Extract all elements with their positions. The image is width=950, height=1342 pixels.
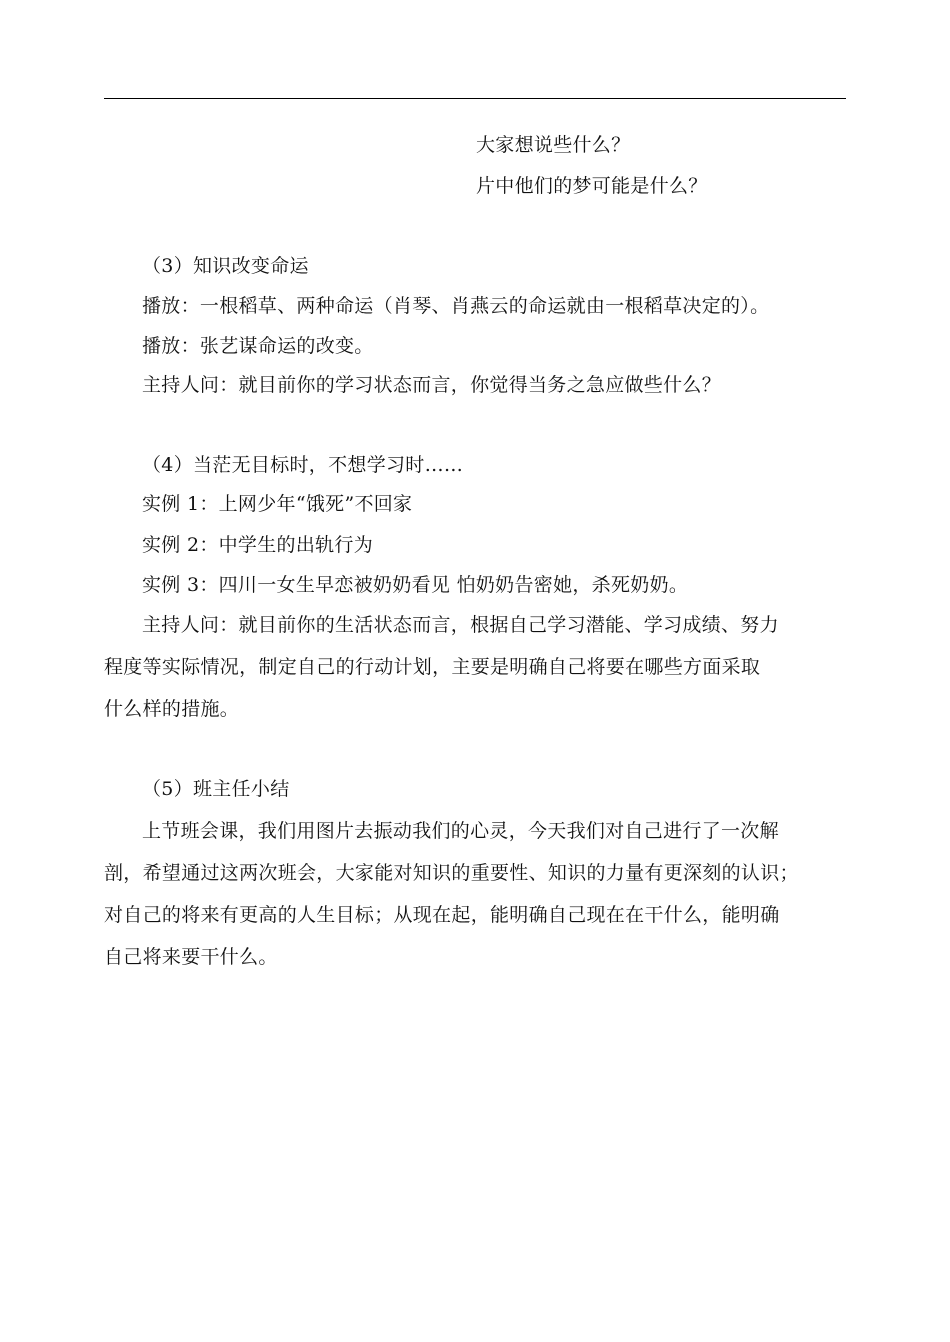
header-question-1: 大家想说些什么？ <box>476 134 631 156</box>
section3-heading: （3）知识改变命运 <box>142 255 309 277</box>
section5-line-1: 上节班会课，我们用图片去振动我们的心灵，今天我们对自己进行了一次解 <box>142 820 779 842</box>
section4-example-2: 实例 2：中学生的出轨行为 <box>142 534 374 556</box>
section4-example-1: 实例 1：上网少年“饿死”不回家 <box>142 493 413 515</box>
section5-line-4: 自己将来要干什么。 <box>104 946 278 968</box>
section3-line-3: 主持人问：就目前你的学习状态而言，你觉得当务之急应做些什么？ <box>142 374 722 396</box>
section5-line-3: 对自己的将来有更高的人生目标；从现在起，能明确自己现在在干什么，能明确 <box>104 904 780 926</box>
section4-heading: （4）当茫无目标时，不想学习时…… <box>142 454 464 476</box>
section4-question-line-1: 主持人问：就目前你的生活状态而言，根据自己学习潜能、学习成绩、努力 <box>142 614 779 636</box>
section4-question-line-3: 什么样的措施。 <box>104 698 240 720</box>
header-question-2: 片中他们的梦可能是什么？ <box>476 175 708 197</box>
section5-heading: （5）班主任小结 <box>142 778 290 800</box>
header-rule <box>104 98 846 99</box>
section3-line-1: 播放：一根稻草、两种命运（肖琴、肖燕云的命运就由一根稻草决定的）。 <box>142 295 770 317</box>
section4-question-line-2: 程度等实际情况，制定自己的行动计划，主要是明确自己将要在哪些方面采取 <box>104 656 761 678</box>
section5-line-2: 剖，希望通过这两次班会，大家能对知识的重要性、知识的力量有更深刻的认识； <box>104 862 799 884</box>
section4-example-3: 实例 3：四川一女生早恋被奶奶看见 怕奶奶告密她，杀死奶奶。 <box>142 574 689 596</box>
section3-line-2: 播放：张艺谋命运的改变。 <box>142 335 374 357</box>
